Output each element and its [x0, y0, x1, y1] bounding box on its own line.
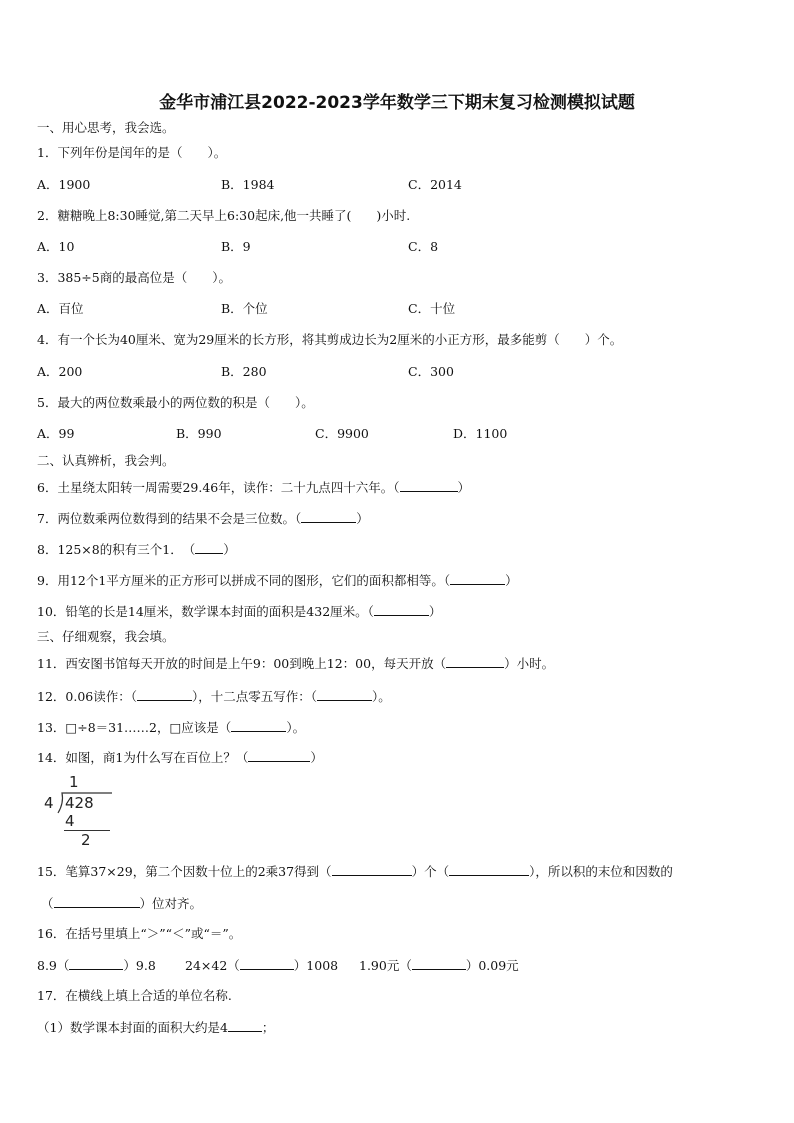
section-2-heading: 二、认真辨析，我会判。 — [37, 453, 175, 468]
q6-line — [37, 479, 470, 496]
q16-c3-right: ）0.09元 — [465, 958, 519, 973]
q16-answer-blank-2[interactable] — [240, 957, 294, 970]
q17-answer-blank-1[interactable] — [228, 1019, 262, 1032]
q5-option-c[interactable]: C．9900 — [315, 426, 369, 441]
division-dividend: 428 — [65, 794, 94, 812]
q16-compare-3 — [359, 957, 519, 974]
q10-line — [37, 603, 441, 620]
q5-option-d[interactable]: D．1100 — [453, 426, 508, 441]
q3-option-c[interactable]: C．十位 — [408, 301, 456, 316]
q15-answer-blank-3[interactable] — [54, 895, 140, 908]
q12-text: 12．0.06读作：（ — [37, 689, 137, 704]
q16-compare-2 — [185, 957, 338, 974]
q15-answer-blank-1[interactable] — [332, 863, 412, 876]
q3-option-a[interactable]: A．百位 — [37, 301, 84, 316]
q16-answer-blank-1[interactable] — [69, 957, 123, 970]
q7-text: 7．两位数乘两位数得到的结果不会是三位数。（ — [37, 511, 302, 526]
q1-option-b[interactable]: B．1984 — [221, 177, 275, 192]
q15-post: ），所以积的末位和因数的 — [529, 864, 673, 879]
q16-compare-1 — [37, 957, 156, 974]
q8-line — [37, 541, 236, 558]
q8-answer-blank[interactable] — [195, 541, 223, 554]
q16-c2-left: 24×42（ — [185, 958, 240, 973]
q17-sub1-text: （1）数学课本封面的面积大约是4 — [37, 1020, 228, 1035]
q16-c2-right: ）1008 — [293, 958, 339, 973]
q15-line — [37, 863, 673, 880]
q17-sub-1 — [37, 1019, 274, 1036]
q2-option-b[interactable]: B．9 — [221, 239, 251, 254]
q16-c1-right: ）9.8 — [123, 958, 156, 973]
q5-stem: 5．最大的两位数乘最小的两位数的积是（ ）。 — [37, 395, 314, 410]
q6-close: ） — [457, 480, 471, 495]
q15-text: 15．笔算37×29，第二个因数十位上的2乘37得到（ — [37, 864, 332, 879]
q11-answer-blank[interactable] — [446, 655, 504, 668]
q1-option-c[interactable]: C．2014 — [408, 177, 462, 192]
division-divisor: 4 — [44, 794, 54, 812]
q6-text: 6．土星绕太阳转一周需要29.46年，读作：二十九点四十六年。（ — [37, 480, 400, 495]
page-title: 金华市浦江县2022-2023学年数学三下期末复习检测模拟试题 — [159, 93, 635, 113]
q13-line — [37, 719, 305, 736]
q2-option-a[interactable]: A．10 — [37, 239, 75, 254]
q4-stem: 4．有一个长为40厘米、宽为29厘米的长方形，将其剪成边长为2厘米的小正方形，最多能剪（ ）个。 — [37, 332, 623, 347]
q4-option-c[interactable]: C．300 — [408, 364, 454, 379]
q3-stem: 3．385÷5商的最高位是（ ）。 — [37, 270, 231, 285]
q12-mid: ），十二点零五写作：（ — [192, 689, 318, 704]
division-remainder: 2 — [81, 831, 91, 849]
long-division-figure — [44, 773, 124, 849]
q14-line — [37, 749, 323, 766]
q12-answer-blank-2[interactable] — [317, 688, 372, 701]
q10-text: 10．铅笔的长是14厘米，数学课本封面的面积是432厘米。（ — [37, 604, 374, 619]
q15-line2-open: （ — [41, 896, 54, 911]
q15-answer-blank-2[interactable] — [449, 863, 529, 876]
q8-close: ） — [223, 542, 236, 557]
q12-answer-blank-1[interactable] — [137, 688, 192, 701]
q13-text: 13．□÷8＝31……2，□应该是（ — [37, 720, 232, 735]
q15-line2-close: ）位对齐。 — [139, 896, 203, 911]
section-3-heading: 三、仔细观察，我会填。 — [37, 629, 175, 644]
q7-answer-blank[interactable] — [301, 510, 356, 523]
q5-option-b[interactable]: B．990 — [176, 426, 222, 441]
q13-close: ）。 — [286, 720, 306, 735]
q6-answer-blank[interactable] — [400, 479, 458, 492]
q11-line — [37, 655, 554, 672]
q15-line-2 — [41, 895, 202, 912]
q16-c1-left: 8.9（ — [37, 958, 70, 973]
q11-text: 11．西安图书馆每天开放的时间是上午9：00到晚上12：00，每天开放（ — [37, 656, 447, 671]
q17-sub1-end: ； — [261, 1020, 275, 1035]
q1-stem: 1．下列年份是闰年的是（ ）。 — [37, 145, 227, 160]
section-1-heading: 一、用心思考，我会选。 — [37, 120, 175, 135]
q3-option-b[interactable]: B．个位 — [221, 301, 268, 316]
q7-close: ） — [356, 511, 369, 526]
q14-answer-blank[interactable] — [248, 749, 310, 762]
q9-answer-blank[interactable] — [450, 572, 505, 585]
q1-option-a[interactable]: A．1900 — [37, 177, 91, 192]
q9-close: ） — [505, 573, 518, 588]
q17-stem: 17．在横线上填上合适的单位名称. — [37, 988, 232, 1003]
q12-line — [37, 688, 391, 705]
q4-option-b[interactable]: B．280 — [221, 364, 267, 379]
division-quotient: 1 — [69, 773, 79, 791]
q4-option-a[interactable]: A．200 — [37, 364, 83, 379]
q2-stem: 2．糖糖晚上8:30睡觉,第二天早上6:30起床,他一共睡了( )小时. — [37, 208, 411, 223]
q14-close: ） — [310, 750, 323, 765]
division-subtrahend: 4 — [65, 812, 75, 830]
q15-mid: ）个（ — [411, 864, 450, 879]
q13-answer-blank[interactable] — [231, 719, 286, 732]
q9-text: 9．用12个1平方厘米的正方形可以拼成不同的图形，它们的面积都相等。（ — [37, 573, 451, 588]
q7-line — [37, 510, 369, 527]
q16-answer-blank-3[interactable] — [412, 957, 466, 970]
q11-close: ）小时。 — [504, 656, 555, 671]
q16-c3-left: 1.90元（ — [359, 958, 412, 973]
q14-text: 14．如图，商1为什么写在百位上？（ — [37, 750, 249, 765]
q9-line — [37, 572, 518, 589]
q16-stem: 16．在括号里填上“＞”“＜”或“＝”。 — [37, 926, 242, 941]
q10-answer-blank[interactable] — [374, 603, 429, 616]
q8-text: 8．125×8的积有三个1． （ — [37, 542, 196, 557]
q10-close: ） — [428, 604, 442, 619]
q12-close: ）。 — [372, 689, 391, 704]
q2-option-c[interactable]: C．8 — [408, 239, 439, 254]
q5-option-a[interactable]: A．99 — [37, 426, 75, 441]
